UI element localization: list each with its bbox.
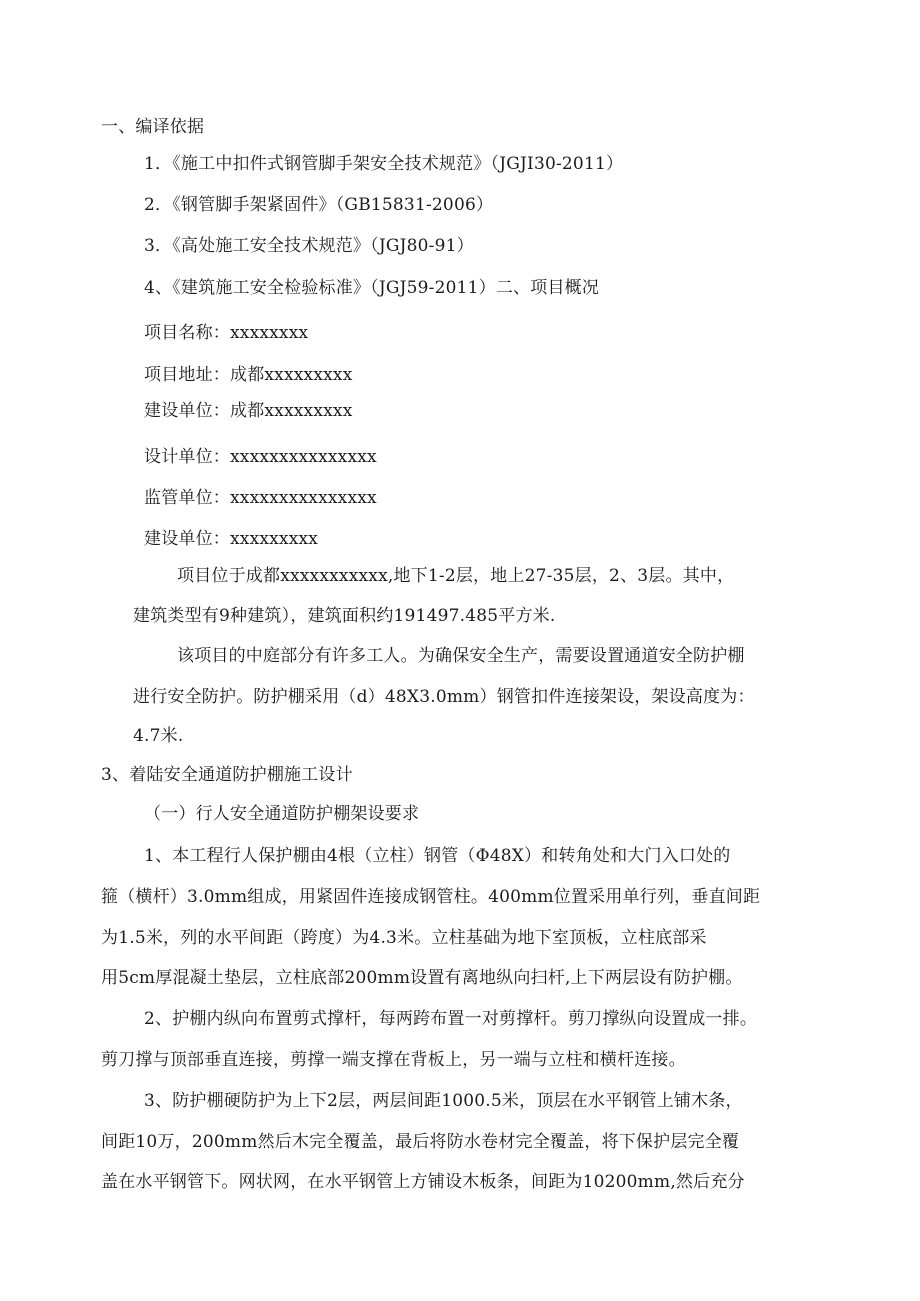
section-heading-basis: 一、编译依据 [101, 117, 205, 137]
paragraph-item-3-line-3: 盖在水平钢管下。网状网，在水平钢管上方铺设木板条，间距为10200mm,然后充分 [101, 1172, 745, 1192]
paragraph-item-2-line-1: 2、护棚内纵向布置剪式撑杆，每两跨布置一对剪撑杆。剪刀撑纵向设置成一排。 [144, 1009, 758, 1029]
section-heading-design: 3、着陆安全通道防护棚施工设计 [101, 765, 353, 785]
field-design-unit: 设计单位：xxxxxxxxxxxxxxx [144, 447, 377, 467]
paragraph-item-1-line-4: 用5cm厚混凝土垫层，立柱底部200mm设置有离地纵向扫杆,上下两层设有防护棚。 [101, 968, 743, 988]
paragraph-item-3-line-2: 间距10万，200mm然后木完全覆盖，最后将防水卷材完全覆盖，将下保护层完全覆 [101, 1132, 740, 1152]
field-project-name: 项目名称：xxxxxxxx [144, 323, 309, 343]
paragraph-overview-line-1: 项目位于成都xxxxxxxxxxx,地下1-2层，地上27-35层，2、3层。其中， [177, 566, 735, 586]
paragraph-protection-line-1: 该项目的中庭部分有许多工人。为确保安全生产，需要设置通道安全防护棚 [177, 646, 745, 666]
paragraph-item-1-line-2: 箍（横杆）3.0mm组成，用紧固件连接成钢管柱。400mm位置采用单行列，垂直间距 [101, 887, 761, 907]
field-supervision-unit: 监管单位：xxxxxxxxxxxxxxx [144, 488, 377, 508]
paragraph-item-2-line-2: 剪刀撑与顶部垂直连接，剪撑一端支撑在背板上，另一端与立柱和横杆连接。 [101, 1050, 686, 1070]
list-item-ref-1: 1．《施工中扣件式钢管脚手架安全技术规范》（JGJI30-2011） [144, 154, 624, 174]
list-item-ref-2: 2．《钢管脚手架紧固件》（GB15831-2006） [144, 195, 494, 215]
subsection-heading-requirements: （一）行人安全通道防护棚架设要求 [144, 804, 420, 824]
paragraph-overview-line-2: 建筑类型有9种建筑），建筑面积约191497.485平方米. [133, 606, 556, 626]
paragraph-item-1-line-3: 为1.5米，列的水平间距（跨度）为4.3米。立柱基础为地下室顶板，立柱底部采 [101, 928, 707, 948]
field-construction-unit: 建设单位：成都xxxxxxxxx [144, 401, 353, 421]
paragraph-item-1-line-1: 1、本工程行人保护棚由4根（立柱）钢管（Φ48X）和转角处和大门入口处的 [144, 846, 731, 866]
paragraph-item-3-line-1: 3、防护棚硬防护为上下2层，两层间距1000.5米，顶层在水平钢管上铺木条， [144, 1091, 743, 1111]
paragraph-protection-line-2: 进行安全防护。防护棚采用（d）48X3.0mm）钢管扣件连接架设，架设高度为： [133, 687, 755, 707]
list-item-ref-3: 3．《高处施工安全技术规范》（JGJ80-91） [144, 236, 474, 256]
paragraph-protection-line-3: 4.7米. [133, 726, 184, 746]
field-construction-unit-2: 建设单位：xxxxxxxxx [144, 529, 319, 549]
list-item-ref-4: 4、《建筑施工安全检验标准》（JGJ59-2011）二、项目概况 [144, 278, 600, 298]
field-project-address: 项目地址：成都xxxxxxxxx [144, 365, 353, 385]
